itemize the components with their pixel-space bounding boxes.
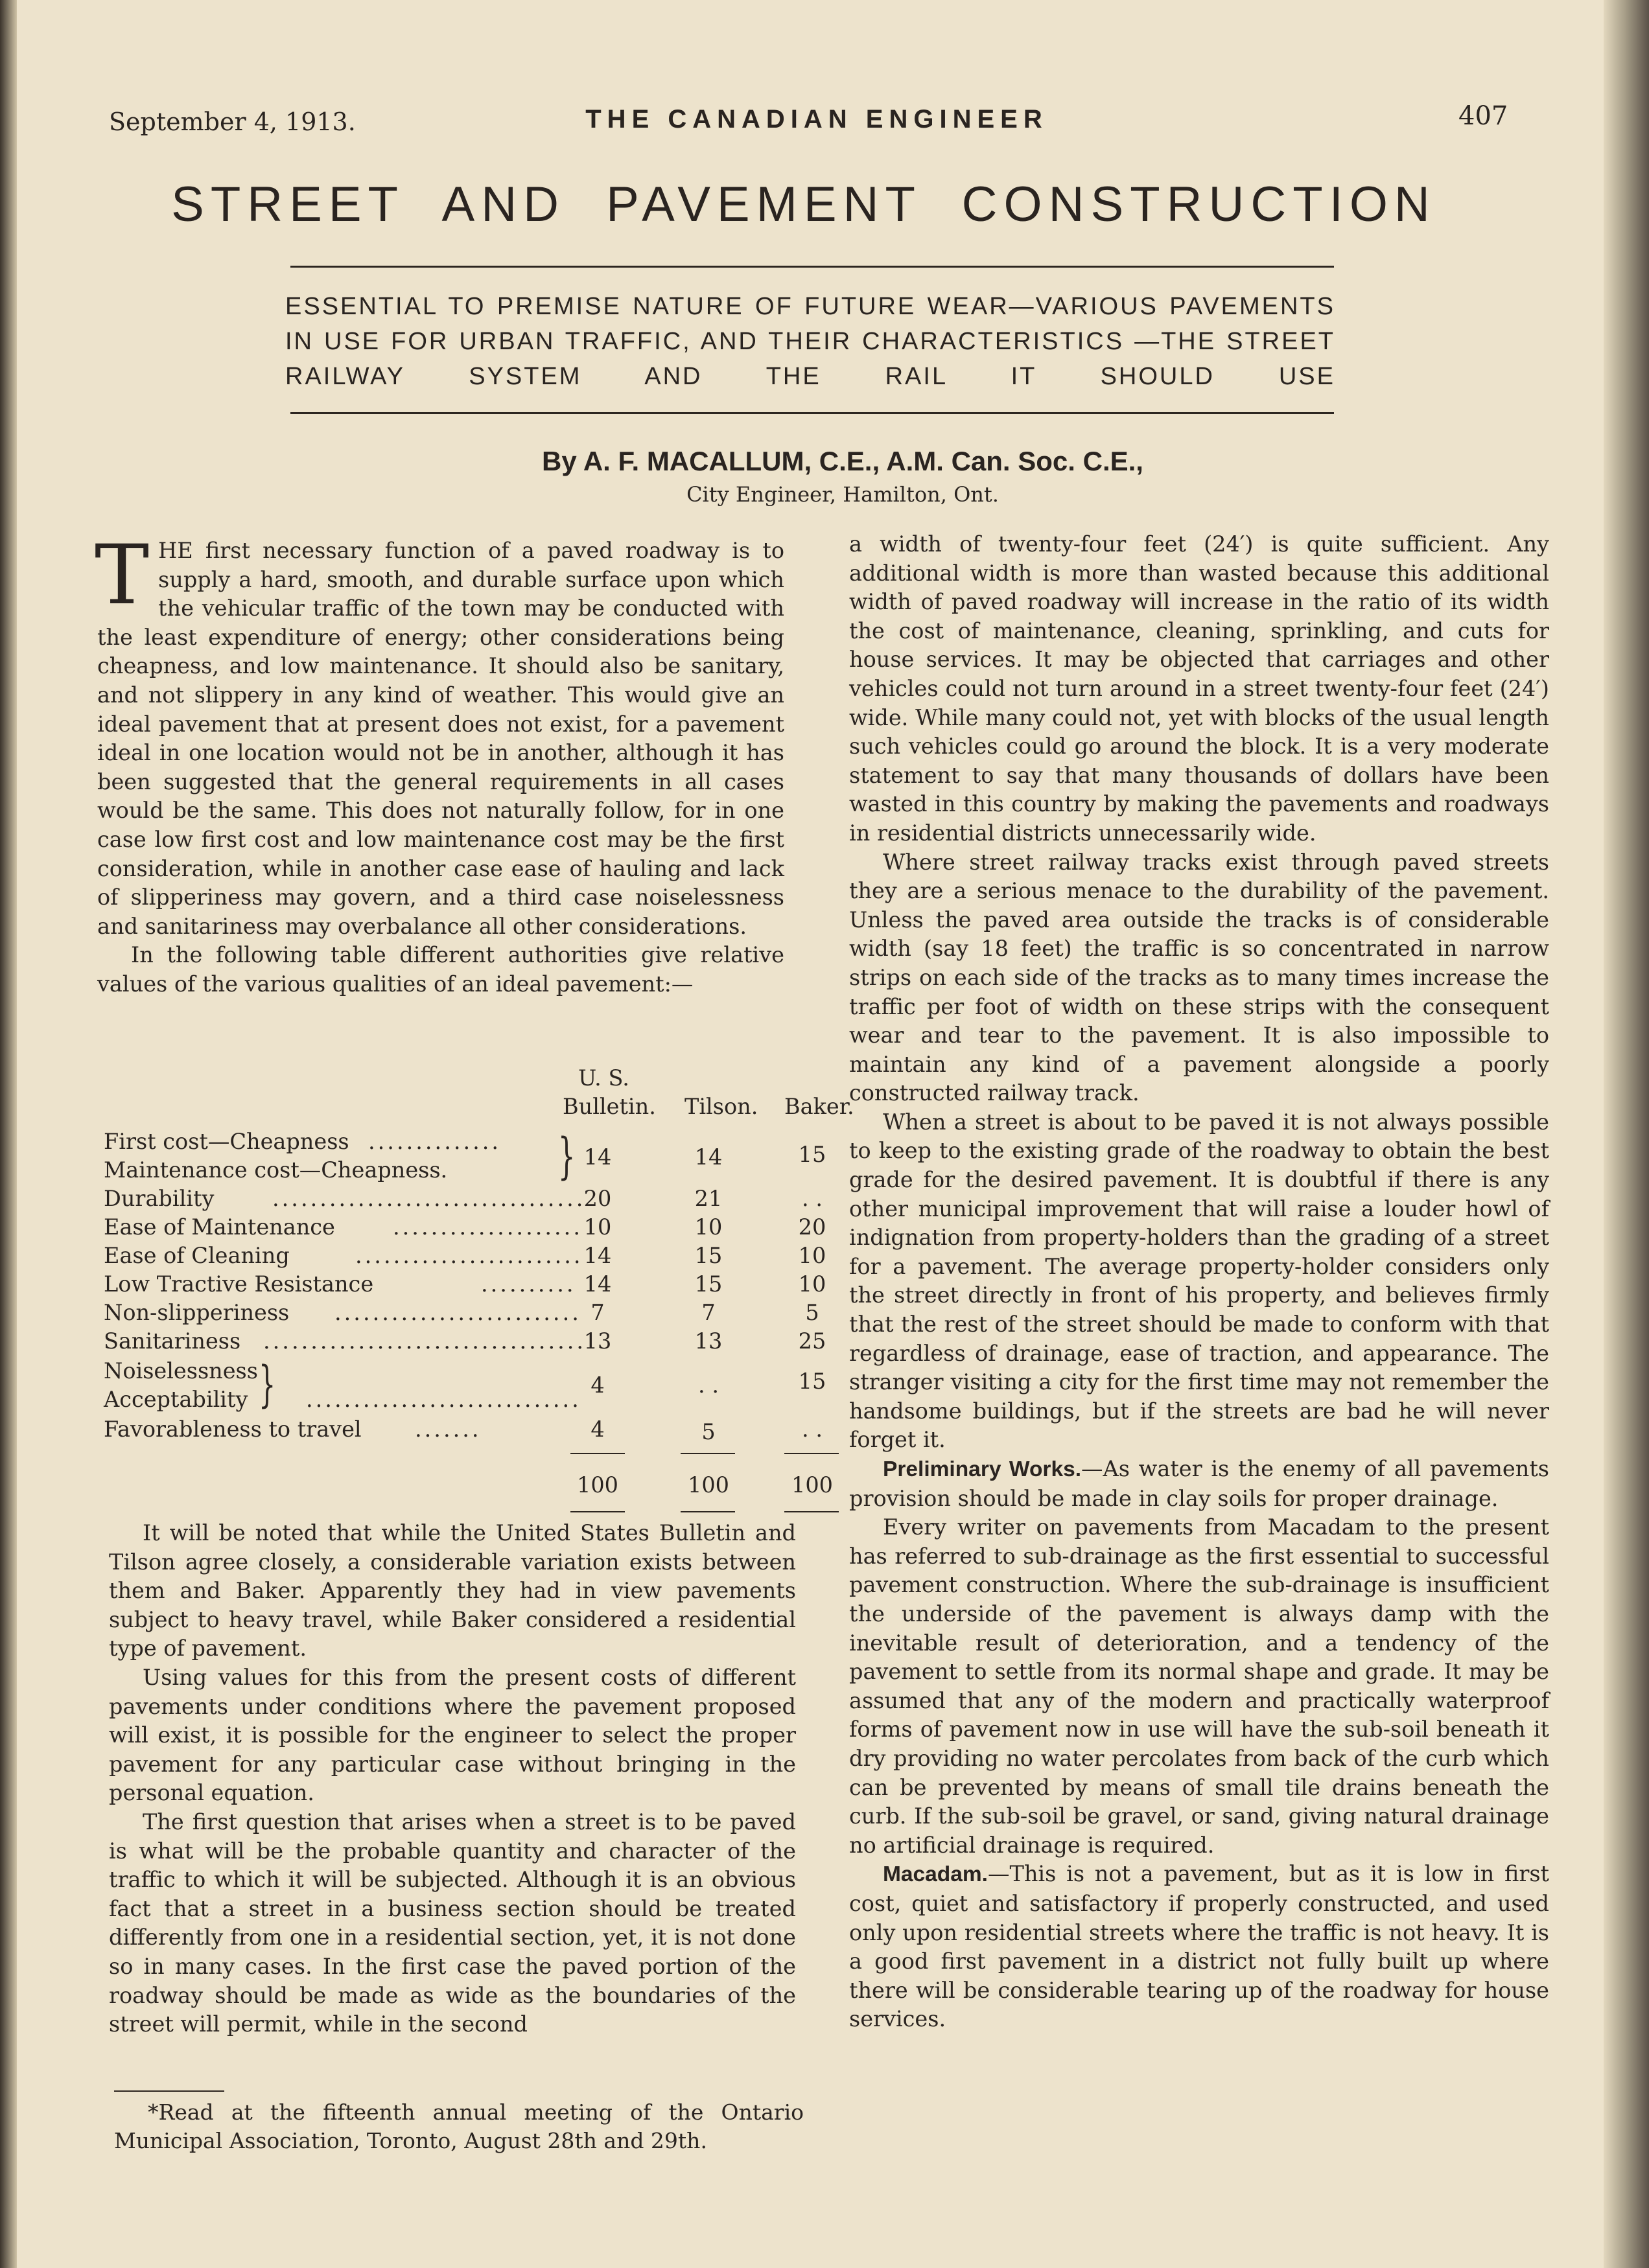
paragraph-intro xyxy=(95,527,784,941)
cell-tilson: 13 xyxy=(694,1328,723,1354)
table-row xyxy=(97,1300,819,1328)
header-page-number: 407 xyxy=(1458,101,1508,131)
leader-dots: ........................ xyxy=(355,1243,583,1268)
article-subtitle: ESSENTIAL TO PREMISE NATURE OF FUTURE WEAR—VARIOUS PAVEMENTS IN USE FOR URBAN TRAFFIC, AND THEIR CHARACTERISTICS —THE STREET RAILWAY SYSTEM AND THE RAIL IT SHOULD USE xyxy=(285,293,1335,390)
leader-dots: ............................. xyxy=(306,1387,581,1412)
cell-us: 7 xyxy=(591,1300,605,1325)
drop-cap: T xyxy=(95,527,150,623)
left-column-bottom xyxy=(109,1519,796,2039)
section-heading-preliminary: Preliminary Works. xyxy=(883,1457,1082,1481)
table-row xyxy=(97,1271,826,1300)
right-column xyxy=(849,530,1549,2034)
row-label: Favorableness to travel xyxy=(104,1417,362,1442)
table-sum-rule xyxy=(570,1511,625,1512)
table-sum-rule xyxy=(570,1453,625,1454)
header-journal-title: THE CANADIAN ENGINEER xyxy=(585,105,1048,133)
leader-dots: .......... xyxy=(481,1271,576,1297)
cell-us: 14 xyxy=(583,1271,612,1297)
cell-baker: 15 xyxy=(798,1369,826,1394)
table-header-bulletin: Bulletin. xyxy=(563,1094,656,1119)
cell-tilson: 7 xyxy=(701,1300,716,1325)
article-byline: By A. F. MACALLUM, C.E., A.M. Can. Soc. C.E., xyxy=(542,446,1143,476)
cell-baker: 25 xyxy=(798,1328,826,1354)
paragraph-railway: Where street railway tracks exist through paved streets they are a serious menace to the durability of the pavement. Unless the paved area outside the tracks is of considerable width (say 18 feet) the traffic is so concentrated in narrow strips on each side of the tracks as to many times increase the traffic per foot of width on these strips with the consequent wear and tear to the pavement. It is also impossible to maintain any kind of a pavement alongside a poorly constructed railway track. xyxy=(849,849,1549,1106)
table-sum-rule xyxy=(784,1511,839,1512)
cell-us: 13 xyxy=(583,1328,612,1354)
cell-us: 4 xyxy=(591,1417,605,1442)
cell-us: 14 xyxy=(583,1144,612,1170)
row-label: Low Tractive Resistance xyxy=(104,1271,374,1297)
table-row xyxy=(97,1417,823,1445)
row-label: Sanitariness xyxy=(104,1328,241,1354)
total-baker: 100 xyxy=(791,1472,833,1498)
table-header-tilson: Tilson. xyxy=(684,1094,758,1119)
paragraph-preliminary-text: —As water is the enemy of all pavements provision should be made in clay soils for proper drainage. xyxy=(849,1456,1549,1511)
leader-dots: .......................... xyxy=(334,1300,581,1325)
table-row xyxy=(97,1186,823,1214)
cell-baker: . . xyxy=(802,1186,823,1211)
footnote: *Read at the fifteenth annual meeting of the Ontario Municipal Association, Toronto, August 28th and 29th. xyxy=(114,2100,804,2153)
cell-tilson: 21 xyxy=(694,1186,723,1211)
paragraph-cost-values: Using values for this from the present costs of different pavements under conditions where the pavement proposed will exist, it is possible for the engineer to select the proper pavement for any particular case without bringing in the personal equation. xyxy=(109,1664,796,1806)
row-label: Ease of Cleaning xyxy=(104,1243,290,1268)
leader-dots: .............. xyxy=(368,1129,502,1154)
row-label: Acceptability xyxy=(104,1387,248,1412)
cell-baker: 5 xyxy=(805,1300,819,1325)
cell-us: 14 xyxy=(583,1243,612,1268)
total-tilson: 100 xyxy=(688,1472,729,1498)
table-header-baker: Baker. xyxy=(784,1094,854,1119)
table-row xyxy=(97,1243,826,1271)
table-sum-rule xyxy=(784,1453,839,1454)
row-label: First cost—Cheapness xyxy=(104,1129,349,1154)
cell-baker: 10 xyxy=(798,1271,826,1297)
paragraph-preliminary-works xyxy=(849,1455,1549,1513)
title-rule-top xyxy=(290,266,1334,268)
table-sum-rule xyxy=(681,1511,735,1512)
cell-tilson: 15 xyxy=(694,1243,723,1268)
table-row xyxy=(97,1142,826,1186)
section-heading-macadam: Macadam. xyxy=(883,1862,988,1887)
row-label: Noiselessness xyxy=(104,1358,258,1383)
row-label: Ease of Maintenance xyxy=(104,1214,335,1240)
leader-dots: ....... xyxy=(415,1417,482,1442)
table-row xyxy=(97,1214,826,1243)
cell-tilson: 5 xyxy=(701,1419,716,1444)
page-edge-shadow xyxy=(1604,0,1649,2268)
cell-tilson: . . xyxy=(698,1372,719,1398)
cell-baker: . . xyxy=(802,1417,823,1442)
paragraph-subdrainage: Every writer on pavements from Macadam to the present has referred to sub-drainage as the first essential to successful pavement construction. Where the sub-drainage is insufficient the underside of the pavement is always damp with the inevitable result of deterioration, and a tendency of the pavement to settle from its normal shape and grade. It may be assumed that any of the modern and practically waterproof forms of pavement now in use will have the sub-soil beneath it dry providing no water percolates from back of the curb which can be prevented by means of small tile drains beneath the curb. If the sub-soil be gravel, or sand, giving natural drainage no artificial drainage is required. xyxy=(849,1514,1549,1858)
leader-dots: .................... xyxy=(393,1214,583,1240)
cell-us: 10 xyxy=(583,1214,612,1240)
paragraph-grading: When a street is about to be paved it is not always possible to keep to the existing grade of the roadway to obtain the best grade for the desired pavement. It is doubtful if there is any other municipal improvement that will raise a louder howl of indignation from property-holders than the grading of a street for a pavement. The average property-holder considers only the street directly in front of his property, and believes firmly that the rest of the street should be made to conform with that regardless of drainage, ease of traction, and appearance. The stranger visiting a city for the first time may not remember the handsome buildings, but if the streets are bad he will never forget it. xyxy=(849,1109,1549,1453)
page-spine-shadow xyxy=(0,0,17,2268)
leader-dots: .................................. xyxy=(263,1328,587,1354)
footnote-rule xyxy=(114,2090,224,2092)
paragraph-width: a width of twenty-four feet (24′) is quite sufficient. Any additional width is more than wasted because this additional width of paved roadway will increase in the ratio of its width the cost of maintenance, cleaning, sprinkling, and cuts for house services. It may be objected that carriages and other vehicles could not turn around in a street twenty-four feet (24′) wide. While many could not, yet with blocks of the usual length such vehicles could go around the block. It is a very moderate statement to say that many thousands of dollars have been wasted in this country by making the pavements and roadways in residential districts unnecessarily wide. xyxy=(849,531,1549,846)
cell-us: 20 xyxy=(583,1186,612,1211)
cell-tilson: 15 xyxy=(694,1271,723,1297)
left-column-top xyxy=(95,527,784,999)
cell-tilson: 14 xyxy=(694,1144,723,1170)
paragraph-intro-text: HE first necessary function of a paved roadway is to supply a hard, smooth, and durable surface upon which the vehicular traffic of the town may be conducted with the least expenditure of energy; other considerations being cheapness, and low maintenance. It should also be sanitary, and not slippery in any kind of weather. This would give an ideal pavement that at present does not exist, for a pavement ideal in one location would not be in another, although it has been suggested that the general requirements in all cases would be the same. This does not naturally follow, for in one case low first cost and low maintenance cost may be the first consideration, while in another case ease of hauling and lack of slipperiness may govern, and a third case noiselessness and sanitariness may overbalance all other considerations. xyxy=(97,538,784,939)
paragraph-macadam-text: —This is not a pavement, but as it is low in first cost, quiet and satisfactory if properly constructed, and used only upon residential streets where the traffic is not heavy. It is a good first pavement in a district not fully built up where there will be considerable tearing up of the roadway for house services. xyxy=(849,1861,1549,2032)
total-us: 100 xyxy=(577,1472,618,1498)
paragraph-comparison: It will be noted that while the United States Bulletin and Tilson agree closely, a considerable variation exists between them and Baker. Apparently they had in view pavements subject to heavy travel, while Baker considered a residential type of pavement. xyxy=(109,1520,796,1661)
cell-baker: 10 xyxy=(798,1243,826,1268)
paragraph-macadam xyxy=(849,1860,1549,2034)
leader-dots: ................................. xyxy=(272,1186,586,1211)
header-date: September 4, 1913. xyxy=(109,108,356,136)
paragraph-table-intro: In the following table different authorities give relative values of the various qualities of an ideal pavement:— xyxy=(97,942,784,997)
cell-baker: 20 xyxy=(798,1214,826,1240)
table-header-us: U. S. xyxy=(578,1065,629,1091)
row-label: Durability xyxy=(104,1186,215,1211)
row-label: Non-slipperiness xyxy=(104,1300,290,1325)
article-title: STREET AND PAVEMENT CONSTRUCTION xyxy=(171,177,1436,232)
title-rule-bottom xyxy=(290,412,1334,414)
table-sum-rule xyxy=(681,1453,735,1454)
cell-tilson: 10 xyxy=(694,1214,723,1240)
table-brace: } xyxy=(557,1127,576,1185)
table-row xyxy=(97,1328,826,1357)
author-affiliation: City Engineer, Hamilton, Ont. xyxy=(686,482,999,507)
row-label: Maintenance cost—Cheapness. xyxy=(104,1157,448,1183)
cell-us: 4 xyxy=(591,1372,605,1398)
cell-baker: 15 xyxy=(798,1142,826,1167)
table-brace: } xyxy=(258,1355,276,1413)
paragraph-traffic: The first question that arises when a street is to be paved is what will be the probable quantity and character of the traffic to which it will be subjected. Although it is an obvious fact that a street in a business section should be treated differently from one in a residential section, yet, it is not done so in many cases. In the first case the paved portion of the roadway should be made as wide as the boundaries of the street will permit, while in the second xyxy=(109,1809,796,2037)
table-totals-row xyxy=(97,1472,833,1501)
